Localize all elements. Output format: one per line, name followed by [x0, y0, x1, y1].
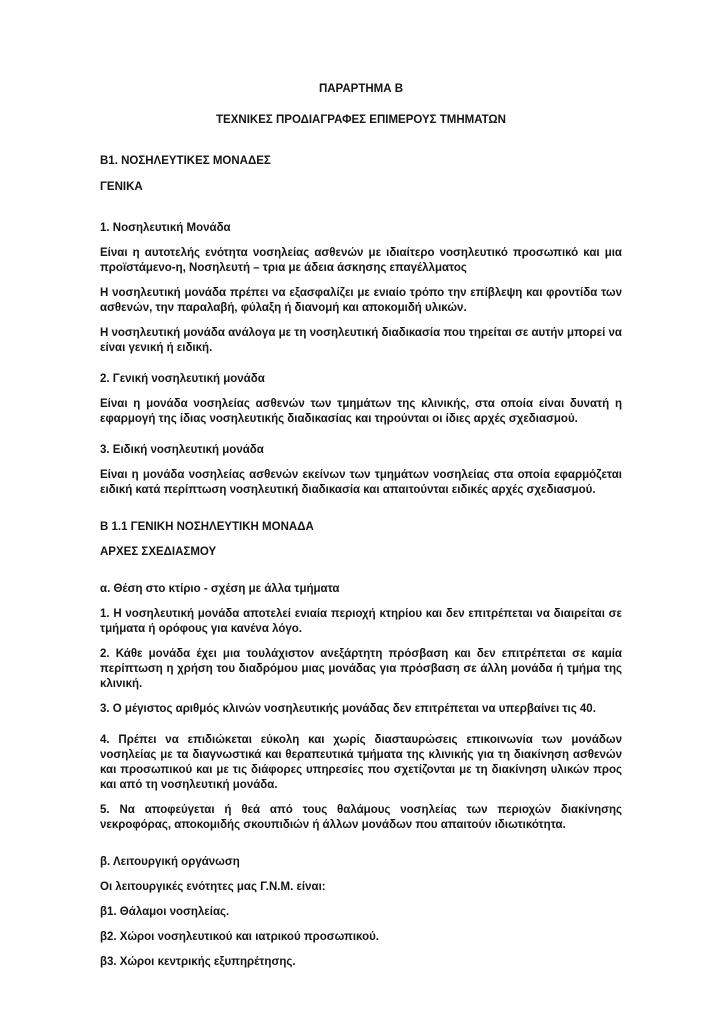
- paragraph: Η νοσηλευτική μονάδα ανάλογα με τη νοσηλευτική διαδικασία που τηρείται σε αυτήν μπορεί να είναι γενική ή ειδική.: [100, 327, 622, 354]
- section-heading-arxes: ΑΡΧΕΣ ΣΧΕΔΙΑΣΜΟΥ: [100, 546, 217, 558]
- subsection-heading-2: 2. Γενική νοσηλευτική μονάδα: [100, 373, 265, 385]
- paragraph: 3. Ο μέγιστος αριθμός κλινών νοσηλευτικής μονάδας δεν επιτρέπεται να υπερβαίνει τις 40.: [100, 703, 596, 715]
- list-item-b1: β1. Θάλαμοι νοσηλείας.: [100, 906, 230, 918]
- section-heading-b1-1: Β 1.1 ΓΕΝΙΚΗ ΝΟΣΗΛΕΥΤΙΚΗ ΜΟΝΑΔΑ: [100, 521, 314, 533]
- list-item-b2: β2. Χώροι νοσηλευτικού και ιατρικού προσωπικού.: [100, 931, 379, 943]
- paragraph: Είναι η μονάδα νοσηλείας ασθενών των τμημάτων της κλινικής, στα οποία είναι δυνατή η εφαρμογή της ίδιας νοσηλευτικής διαδικασίας και τηρούνται οι ίδιες αρχές σχεδιασμού.: [100, 398, 622, 425]
- section-heading-b1: Β1. ΝΟΣΗΛΕΥΤΙΚΕΣ ΜΟΝΑΔΕΣ: [100, 155, 271, 167]
- section-heading-genika: ΓΕΝΙΚΑ: [100, 181, 143, 193]
- list-item-b3: β3. Χώροι κεντρικής εξυπηρέτησης.: [100, 956, 296, 968]
- subsection-heading-alpha: α. Θέση στο κτίριο - σχέση με άλλα τμήματα: [100, 583, 340, 595]
- subsection-heading-3: 3. Ειδική νοσηλευτική μονάδα: [100, 444, 264, 456]
- appendix-subtitle: ΤΕΧΝΙΚΕΣ ΠΡΟΔΙΑΓΡΑΦΕΣ ΕΠΙΜΕΡΟΥΣ ΤΜΗΜΑΤΩΝ: [216, 114, 506, 126]
- paragraph: Είναι η αυτοτελής ενότητα νοσηλείας ασθενών με ιδιαίτερο νοσηλευτικό προσωπικό και μια προϊστάμενο-η, Νοσηλευτή – τρια με άδεια άσκησης επαγέλλματος: [100, 247, 622, 274]
- paragraph: Είναι η μονάδα νοσηλείας ασθενών εκείνων των τμημάτων νοσηλείας στα οποία εφαρμόζεται ειδική κατά περίπτωση νοσηλευτική διαδικασία και απαιτούνται ειδικές αρχές σχεδιασμού.: [100, 469, 622, 496]
- appendix-title: ΠΑΡΑΡΤΗΜΑ Β: [318, 83, 404, 95]
- paragraph: 2. Κάθε μονάδα έχει μια τουλάχιστον ανεξάρτητη πρόσβαση και δεν επιτρέπεται σε καμία περίπτωση η χρήση του διαδρόμου μιας μονάδας για πρόσβαση σε άλλη μονάδα ή τμήμα της κλινική.: [100, 648, 622, 690]
- paragraph: 1. Η νοσηλευτική μονάδα αποτελεί ενιαία περιοχή κτηρίου και δεν επιτρέπεται να διαιρείται σε τμήματα ή ορόφους για κανένα λόγο.: [100, 608, 622, 635]
- subsection-heading-1: 1. Νοσηλευτική Μονάδα: [100, 222, 231, 234]
- paragraph: 5. Να αποφεύγεται ή θεά από τους θαλάμους νοσηλείας των περιοχών διακίνησης νεκροφόρας, αποκομιδής σκουπιδιών ή άλλων μονάδων που απαιτούν ιδιωτικότητα.: [100, 804, 622, 831]
- paragraph: Οι λειτουργικές ενότητες μας Γ.Ν.Μ. είναι:: [100, 881, 326, 893]
- paragraph: Η νοσηλευτική μονάδα πρέπει να εξασφαλίζει με ενιαίο τρόπο την επίβλεψη και φροντίδα των ασθενών, την παραλαβή, φύλαξη ή διανομή και αποκομιδή υλικών.: [100, 287, 622, 314]
- subsection-heading-beta: β. Λειτουργική οργάνωση: [100, 856, 240, 868]
- paragraph: 4. Πρέπει να επιδιώκεται εύκολη και χωρίς διασταυρώσεις επικοινωνία των μονάδων νοσηλείας με τα διαγνωστικά και θεραπευτικά τμήματα της κλινικής για τη διακίνηση ασθενών και προσωπικού και με τις διάφορες υπηρεσίες που σχετίζονται με τη διακίνηση υλικών προς και από τη νοσηλευτική μονάδα.: [100, 734, 622, 791]
